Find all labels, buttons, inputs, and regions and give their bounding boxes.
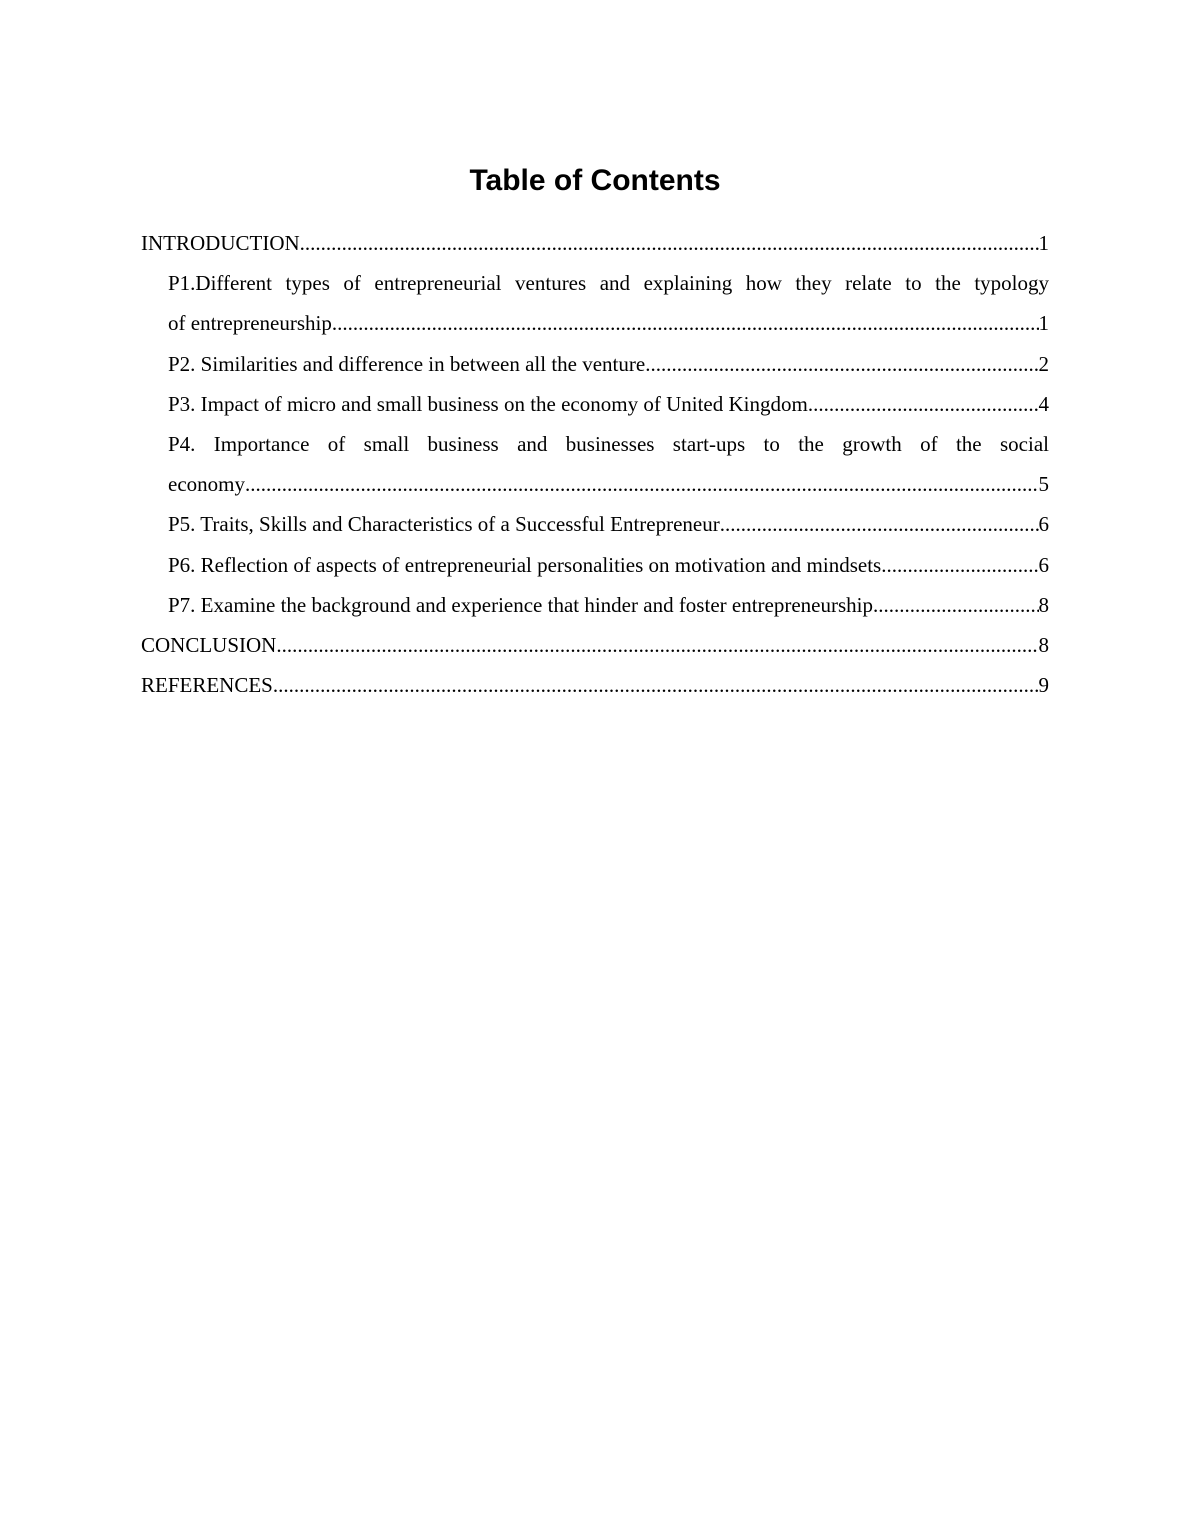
- toc-entry-text: REFERENCES: [141, 673, 273, 698]
- toc-page-number: 5: [1038, 472, 1049, 497]
- toc-page-number: 8: [1038, 633, 1049, 658]
- toc-page-number: 1: [1038, 231, 1049, 255]
- toc-entry-p2[interactable]: [141, 344, 1049, 384]
- toc-entry-text: of entrepreneurship: [168, 311, 332, 336]
- toc-line: [168, 585, 1049, 625]
- toc-entry-text: P6. Reflection of aspects of entrepreneurial personalities on motivation and mindsets: [168, 552, 882, 577]
- toc-dot-leader: [276, 625, 1038, 665]
- toc-line: [168, 464, 1049, 504]
- toc-dot-leader: [808, 384, 1039, 424]
- toc-dot-leader: [273, 665, 1039, 705]
- toc-page-number: 2: [1038, 351, 1049, 376]
- toc-dot-leader: [300, 223, 1039, 263]
- toc-entry-references[interactable]: [141, 665, 1049, 705]
- toc-entry-p1[interactable]: [141, 263, 1049, 343]
- toc-dot-leader: [720, 504, 1039, 544]
- toc-entry-p6[interactable]: [141, 545, 1049, 585]
- toc-page-number: 4: [1038, 391, 1049, 416]
- toc-line: [141, 223, 1049, 263]
- toc-dot-leader: [881, 545, 1038, 585]
- toc-page-number: 8: [1038, 592, 1049, 617]
- toc-line: [141, 625, 1049, 665]
- toc-line: [168, 545, 1049, 585]
- toc-entry-text: P3. Impact of micro and small business on the economy of United Kingdom: [168, 391, 808, 416]
- toc-page-number: 1: [1038, 311, 1049, 336]
- toc-entry-text: P5. Traits, Skills and Characteristics of a Successful Entrepreneur: [168, 512, 720, 537]
- toc-dot-leader: [332, 303, 1039, 343]
- toc-entry-text-line1: P4. Importance of small business and businesses start-ups to the growth of the social: [168, 432, 1049, 457]
- toc-title: Table of Contents: [469, 164, 721, 197]
- toc-entry-p5[interactable]: [141, 504, 1049, 544]
- toc-line: [168, 303, 1049, 343]
- toc-line: [168, 384, 1049, 424]
- toc-entry-introduction[interactable]: [141, 223, 1049, 263]
- toc-entry-text: INTRODUCTION: [141, 231, 300, 255]
- toc-entry-text: P2. Similarities and difference in between all the venture: [168, 351, 646, 376]
- toc-entry-text: economy: [168, 472, 245, 497]
- toc-entry-text-line1: P1.Different types of entrepreneurial ventures and explaining how they relate to the typology: [168, 271, 1049, 296]
- toc-page-number: 6: [1038, 512, 1049, 537]
- toc-entry-p7[interactable]: [141, 585, 1049, 625]
- toc-dot-leader: [873, 585, 1039, 625]
- toc-entry-conclusion[interactable]: [141, 625, 1049, 665]
- toc-page-number: 9: [1038, 673, 1049, 698]
- toc-list: [141, 223, 1049, 705]
- toc-line: [168, 344, 1049, 384]
- toc-entry-p4[interactable]: [141, 424, 1049, 504]
- toc-dot-leader: [645, 344, 1038, 384]
- toc-line: [141, 665, 1049, 705]
- toc-dot-leader: [245, 464, 1039, 504]
- toc-entry-p3[interactable]: [141, 384, 1049, 424]
- toc-line: [168, 504, 1049, 544]
- toc-entry-text: P7. Examine the background and experience that hinder and foster entrepreneurship: [168, 592, 873, 617]
- toc-entry-text: CONCLUSION: [141, 633, 277, 658]
- toc-page-number: 6: [1038, 552, 1049, 577]
